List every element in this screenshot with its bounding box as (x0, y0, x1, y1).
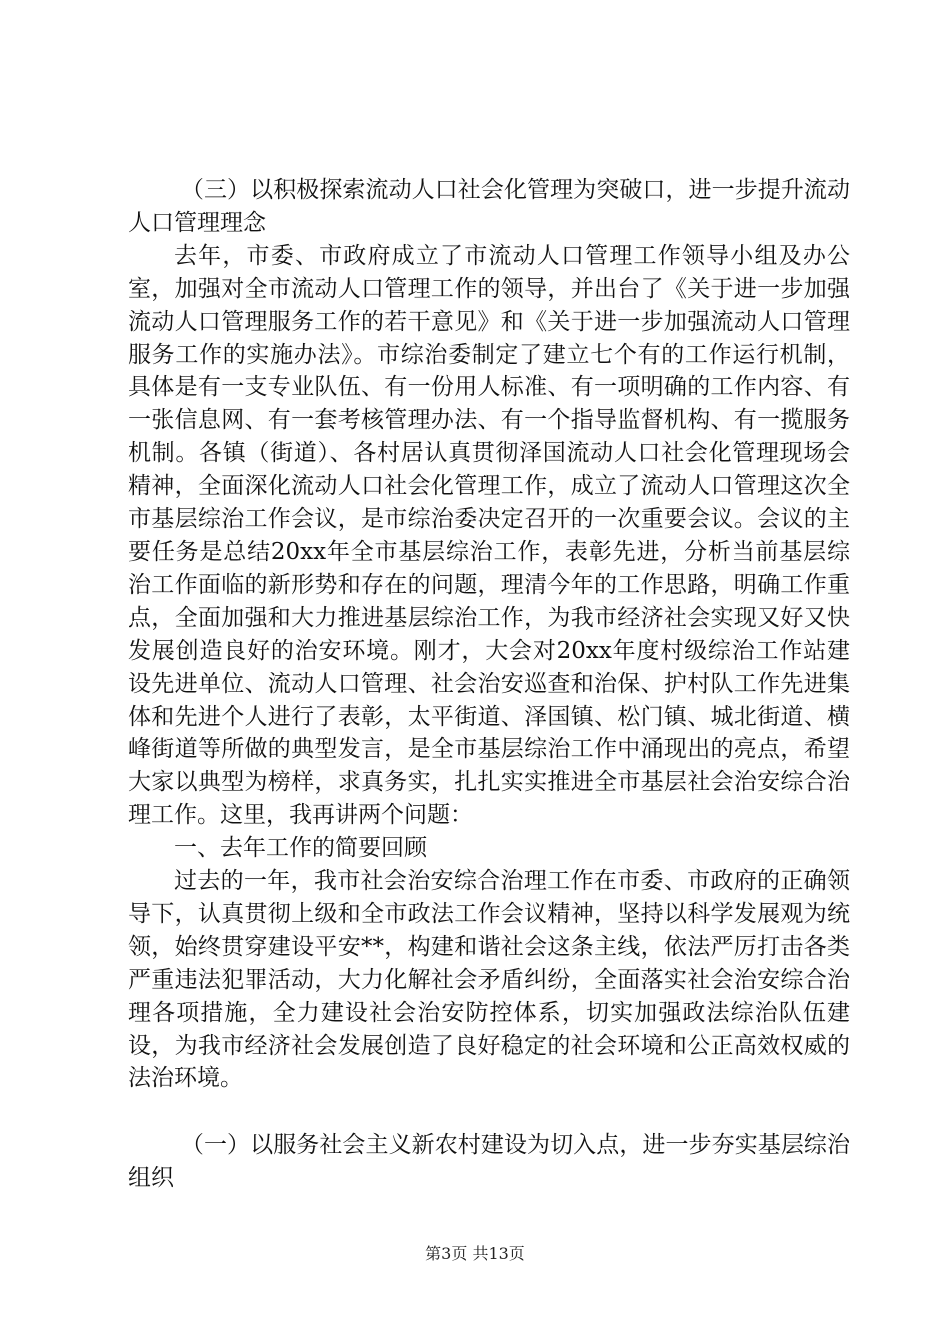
section-heading-one: （一）以服务社会主义新农村建设为切入点，进一步夯实基层综治组织 (128, 1132, 850, 1192)
body-paragraph-migrant-management: 去年，市委、市政府成立了市流动人口管理工作领导小组及办公室，加强对全市流动人口管理工作的领导，并出台了《关于进一步加强流动人口管理服务工作的若干意见》和《关于进一步加强流动人口管理服务工作的实施办法》。市综治委制定了建立七个有的工作运行机制，具体是有一支专业队伍、有一份用人标准、有一项明确的工作内容、有一张信息网、有一套考核管理办法、有一个指导监督机构、有一揽服务机制。各镇（街道）、各村居认真贯彻泽国流动人口社会化管理现场会精神，全面深化流动人口社会化管理工作，成立了流动人口管理这次全市基层综治工作会议，是市综治委决定召开的一次重要会议。会议的主要任务是总结20xx年全市基层综治工作，表彰先进，分析当前基层综治工作面临的新形势和存在的问题，理清今年的工作思路，明确工作重点，全面加强和大力推进基层综治工作，为我市经济社会实现又好又快发展创造良好的治安环境。刚才，大会对20xx年度村级综治工作站建设先进单位、流动人口管理、社会治安巡查和治保、护村队工作先进集体和先进个人进行了表彰，太平街道、泽国镇、松门镇、城北街道、横峰街道等所做的典型发言，是全市基层综治工作中涌现出的亮点，希望大家以典型为榜样，求真务实，扎扎实实推进全市基层社会治安综合治理工作。这里，我再讲两个问题： (128, 242, 850, 829)
section-heading-review: 一、去年工作的简要回顾 (174, 835, 427, 862)
page-number-footer: 第3页 共13页 (425, 1244, 525, 1263)
document-body (128, 174, 850, 1195)
section-heading-three: （三）以积极探索流动人口社会化管理为突破口，进一步提升流动人口管理理念 (128, 177, 850, 236)
body-paragraph-past-year: 过去的一年，我市社会治安综合治理工作在市委、市政府的正确领导下，认真贯彻上级和全市政法工作会议精神，坚持以科学发展观为统领，始终贯穿建设平安**，构建和谐社会这条主线，依法严厉打击各类严重违法犯罪活动，大力化解社会矛盾纠纷，全面落实社会治安综合治理各项措施，全力建设社会治安防控体系，切实加强政法综治队伍建设，为我市经济社会发展创造了良好稳定的社会环境和公正高效权威的法治环境。 (128, 868, 850, 1092)
